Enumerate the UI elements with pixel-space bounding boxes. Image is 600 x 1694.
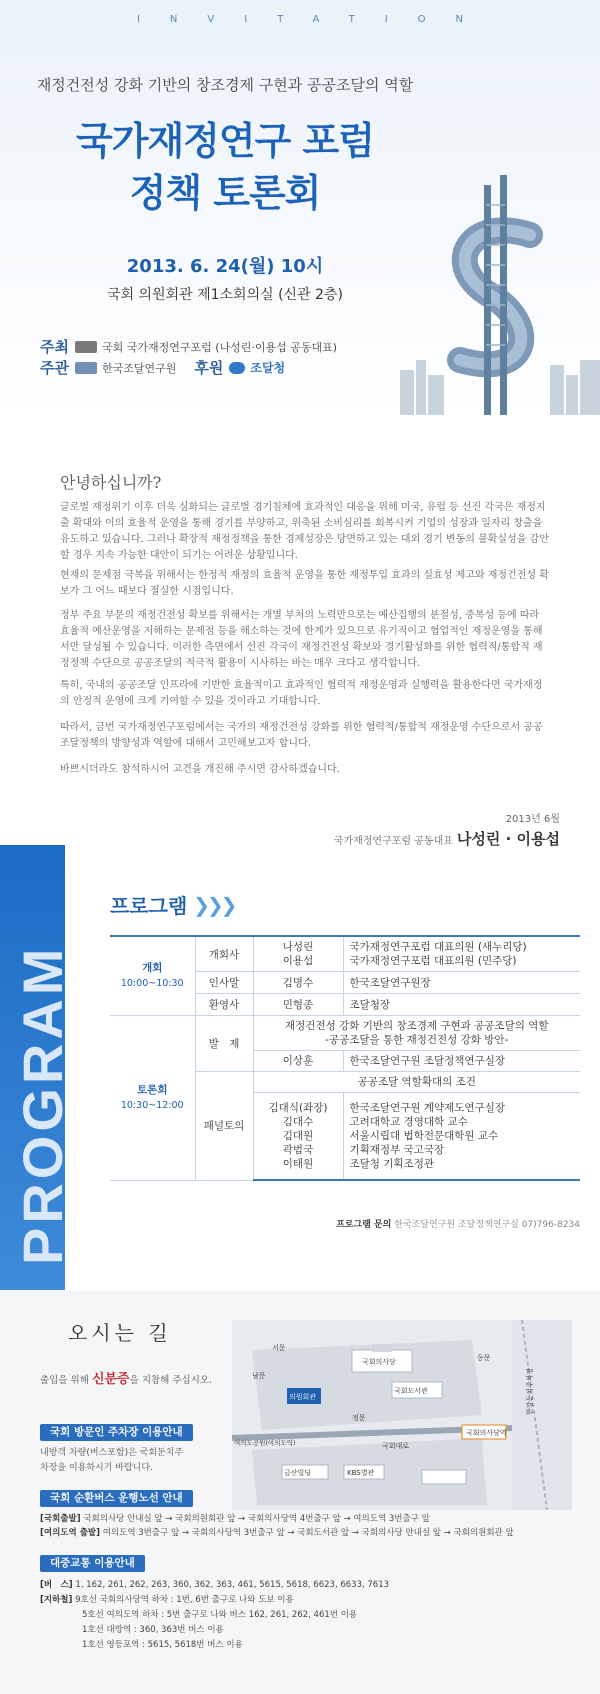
panel-topic: 공공조달 역할확대의 조건 [253,1072,580,1093]
session-name: 토론회 [137,1083,168,1096]
event-subtitle: 재정건전성 강화 기반의 창조경제 구현과 공공조달의 역할 [36,76,414,94]
transit-text: 1호선 대방역 : 360, 363번 버스 이용 [82,1625,224,1635]
notice-text: 출입을 위해 [40,1375,89,1386]
program-title-text: 프로그램 [110,894,188,918]
panel-speakers [253,1093,343,1181]
table-row [110,936,580,972]
transit-text: 9호선 국회의사당역 하차 : 1번, 6번 출구로 나와 도보 이용 [75,1595,294,1605]
topic-line: 재정건전성 강화 기반의 창조경제 구현과 공공조달의 역할 [285,1020,549,1032]
speaker-role: 서울시립대 법학전문대학원 교수 [349,1130,499,1142]
speaker-name: 나성린 [282,941,314,953]
part-label: 개회사 [195,936,253,972]
transit-tag: [버 스] [40,1580,73,1590]
speaker-role: 조달청 기획조정관 [349,1158,434,1170]
organizer-label: 주최 [40,338,69,356]
speaker-name: 김대원 [282,1130,314,1142]
pps-logo-icon [229,362,245,374]
signature-names: 나성린 · 이용섭 [456,830,560,848]
sponsor-name: 조달청 [250,361,286,375]
table-row [110,1016,580,1051]
public-transit-label: 대중교통 이용안내 [40,1555,145,1572]
panel-roles [343,1093,580,1181]
speaker-name: 김대식(좌장) [268,1102,328,1114]
speaker-role: 기획재정부 국고국장 [349,1144,445,1156]
session-time: 10:30~12:00 [120,1099,184,1111]
transit-line [40,1608,580,1623]
location-map [232,1320,572,1510]
organizer-row [40,336,337,357]
speaker-role: 고려대학교 경영대학 교수 [349,1116,468,1128]
organizer-name: 국회 국가재정연구포럼 (나성린·이용섭 공동대표) [101,340,338,354]
transit-text: 1, 162, 261, 262, 263, 360, 362, 363, 461, 5615, 5618, 6623, 6633, 7613 [75,1580,390,1590]
transit-line [40,1638,580,1653]
map-label-sb: 금산빌딩 [284,1469,312,1477]
transit-tag: [지하철] [40,1595,73,1605]
event-venue: 국회 의원회관 제1소회의실 (신관 2층) [107,287,343,303]
part-label: 패널토의 [195,1072,253,1181]
speaker-role: 국가재정연구포럼 대표의원 (민주당) [349,955,517,967]
shuttle-bus-routes [40,1512,580,1540]
map-label-annex: 의원회관 [289,1393,317,1401]
route-line [40,1512,580,1526]
session-debate [110,1016,195,1181]
map-label-embankment: 한강둔치주차장 [526,1367,534,1415]
part-label: 환영사 [195,994,253,1016]
id-card-notice [40,1368,212,1387]
public-transit-info [40,1578,580,1653]
directions-section [0,1290,600,1694]
program-contact [336,1217,580,1230]
supervisor-name: 한국조달연구원 [101,361,177,375]
sponsor-label: 후원 [194,359,224,377]
speaker-role: 한국조달연구원장 [343,972,580,994]
map-label-hq: 국회의사당 [362,1358,396,1366]
session-name: 개회 [142,962,163,974]
map-label-main-gate: 정문 [352,1414,366,1422]
speaker-role: 한국조달연구원 조달정책연구실장 [343,1051,580,1072]
directions-title: 오시는 길 [68,1321,172,1345]
letter-paragraph: 바쁘시더라도 참석하시어 고견을 개진해 주시면 감사하겠습니다. [60,764,340,775]
notice-emphasis: 신분증 [91,1372,130,1387]
map-label-west: 남문 [252,1372,266,1380]
speaker-name: 이용섭 [282,955,314,967]
notice-text: 을 지참해 주십시오. [129,1375,213,1386]
speaker-name: 이상훈 [253,1051,343,1072]
national-assembly-logo-icon [75,341,97,353]
program-side-band [0,845,74,1290]
map-label-yeouido-park: 여의도공원(여의도역) [234,1439,296,1447]
map-label-station: 국회의사당역 [466,1429,507,1437]
shuttle-bus-label: 국회 순환버스 운행노선 안내 [40,1490,193,1507]
chevron-right-icon: ❯❯❯ [193,892,235,917]
letter-paragraph: 현재의 문제점 극복을 위해서는 한정적 재정의 효율적 운영을 통한 재정투입 효과의 실효성 제고와 재정건전성 확보가 그 어느 때보다 절실한 시점입니다. [60,570,549,597]
program-band-text: PROGRAM [11,944,74,1265]
supervisor-label: 주관 [40,359,69,377]
letter-date: 2013년 6월 [505,814,560,825]
map-label-east: 동문 [477,1354,491,1362]
presentation-topic [253,1016,580,1051]
letter-paragraph: 정부 주요 부문의 재정건전성 확보를 위해서는 개별 부처의 노력만으로는 예산집행의 분절성, 중복성 등에 따라 효율적 예산운영을 저해하는 문제점 등을 해소하는 것에 한계가 있으므로 유기적이고 협업적인 재정운영을 통해서만 달성될 수 있습니다. 이러한 측면에서 선진 각국이 재정건전성 확보와 경기활성화를 위한 협력적/통합적 재정정책 수단으로 공공조달의 적극적 활용이 시사하는 바는 매우 크다고 생각합니다. [60,610,543,669]
dollar-tower-illustration-icon [400,175,600,415]
kipa-logo-icon [75,362,97,374]
transit-line [40,1578,580,1593]
program-title [110,890,235,919]
speaker-role: 조달청장 [343,994,580,1016]
transit-text: 5호선 여의도역 하차 : 5번 출구로 나와 버스 162, 261, 262, 461번 이용 [82,1610,358,1620]
program-section [0,845,600,1310]
speaker-name: 곽범국 [282,1144,314,1156]
contact-label: 프로그램 문의 [336,1220,392,1230]
letter-paragraph: 특히, 국내의 공공조달 인프라에 기반한 효율적이고 효과적인 협력적 재정운영과 실행력을 활용한다면 국가재정의 안정적 운영에 크게 기여할 수 있을 것이라고 기대합니다. [60,680,543,707]
topic-line: -공공조달을 통한 재정건전성 강화 방안- [325,1034,509,1046]
letter-paragraph: 글로벌 재정위기 이후 더욱 심화되는 글로벌 경기침체에 효과적인 대응을 위해 미국, 유럽 등 선진 각국은 재정지출 확대와 이의 효율적 운영을 통해 경기를 부양하고, 위축된 소비심리를 회복시켜 기업의 성장과 일자리 창출을 유도하고 있습니다. 그러나 확장적 재정정책을 통한 경제성장은 당면하고 있는 대외 경기 변동의 불확실성을 감안할 경우 지속 가능한 대안이 되기는 어려운 상황입니다. [60,502,549,561]
map-label-library: 국회도서관 [394,1387,428,1395]
map-label-main-road: 국회대로 [382,1442,410,1450]
route-tag: [국회출발] [40,1514,81,1524]
speaker-role: 국가재정연구포럼 대표의원 (새누리당) [349,941,527,953]
transit-line [40,1593,580,1608]
route-text: 국회의사당 안내실 앞 → 국회의원회관 앞 → 국회의사당역 4번출구 앞 → 여의도역 3번출구 앞 [83,1514,430,1524]
session-time: 10:00~10:30 [120,978,184,989]
letter-paragraph: 따라서, 금번 국가재정연구포럼에서는 국가의 재정건전성 강화를 위한 협력적/통합적 재정운영 수단으로서 공공조달정책의 방향성과 역할에 대해서 고민해보고자 합니다. [60,722,543,749]
speaker-name: 이태원 [282,1158,314,1170]
session-opening [110,936,195,1016]
event-title-line2: 정책 토론회 [129,171,321,215]
route-text: 여의도역 3번출구 앞 → 국회의사당역 3번출구 앞 → 국회도서관 앞 → 국회의사당 안내실 앞 → 국회의원회관 앞 [102,1528,514,1538]
speaker-cell [253,936,343,972]
map-label-north: 서문 [272,1344,286,1352]
invitation-header [0,0,600,415]
speaker-name: 김명수 [253,972,343,994]
transit-text: 1호선 영등포역 : 5615, 5618번 버스 이용 [82,1640,243,1650]
program-table [110,935,580,1181]
speaker-name: 김대수 [282,1116,314,1128]
event-date: 2013. 6. 24(월) 10시 [126,256,324,277]
route-tag: [여의도역 출발] [40,1528,100,1538]
invitation-label: INVITATION [136,14,494,25]
supervisor-row [40,357,285,378]
contact-info: 한국조달연구원 조달정책연구실 07)796-8234 [394,1220,580,1230]
event-title-line1: 국가재정연구 포럼 [76,119,374,163]
part-label: 발 제 [195,1016,253,1072]
parking-info-label: 국회 방문인 주차장 이용안내 [40,1424,193,1441]
map-label-kbs: KBS별관 [347,1469,375,1477]
parking-info-text: 내방객 차량(버스포함)은 국회둔치주차장을 이용하시기 바랍니다. [40,1448,184,1473]
transit-line [40,1623,580,1638]
speaker-role: 한국조달연구원 계약제도연구실장 [349,1102,505,1114]
signature-title: 국가재정연구포럼 공동대표 [333,836,453,847]
letter-greeting: 안녕하십니까? [60,473,162,492]
speaker-name: 민형종 [253,994,343,1016]
route-line [40,1526,580,1540]
part-label: 인사말 [195,972,253,994]
speaker-role-cell [343,936,580,972]
